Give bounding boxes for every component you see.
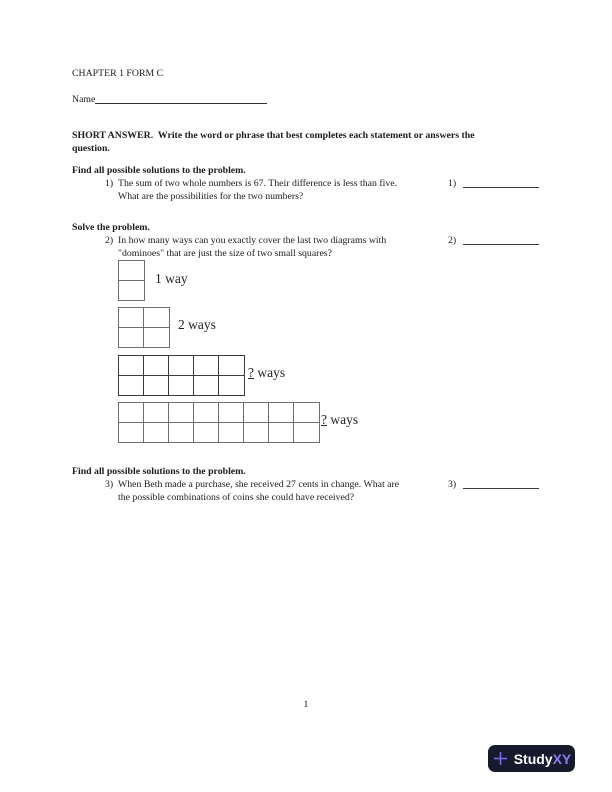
diagram3-label: ? ways	[248, 365, 286, 380]
answer2-blank-line	[463, 236, 539, 245]
diagram4-label: ? ways	[321, 412, 359, 427]
answer3	[448, 478, 539, 491]
answer2-label: 2)	[448, 235, 457, 246]
answer1	[448, 177, 539, 190]
answer1-label: 1)	[448, 178, 457, 189]
grid-cell	[119, 308, 144, 328]
grid-cell	[244, 423, 269, 443]
grid-cell	[269, 403, 294, 423]
diagram1-label: 1 way	[155, 271, 188, 286]
grid-cell	[169, 423, 194, 443]
grid-cell	[119, 403, 144, 423]
question3-line1: When Beth made a purchase, she received 27 cents in change. What are	[118, 479, 400, 490]
brand-name-xy: XY	[552, 750, 572, 767]
question2-line1: In how many ways can you exactly cover the last two diagrams with	[118, 235, 387, 246]
grid-cell	[269, 423, 294, 443]
grid-cell	[144, 308, 169, 328]
section3-directions: Find all possible solutions to the problem.	[72, 466, 246, 477]
grid-cell	[119, 356, 144, 376]
name-label: Name	[72, 94, 96, 105]
question2-line2: "dominoes" that are just the size of two small squares?	[118, 248, 332, 260]
instructions-line2: question.	[72, 143, 110, 155]
grid-cell	[169, 376, 194, 396]
question2-number: 2)	[105, 235, 114, 246]
answer3-label: 3)	[448, 479, 457, 490]
question1-line1: The sum of two whole numbers is 67. Their difference is less than five.	[118, 178, 398, 189]
grid-cell	[194, 423, 219, 443]
grid-cell	[119, 328, 144, 348]
grid-cell	[144, 423, 169, 443]
grid-cell	[144, 403, 169, 423]
grid-cell	[244, 403, 269, 423]
name-blank-line	[95, 95, 267, 104]
grid-cell	[144, 356, 169, 376]
grid-cell	[119, 423, 144, 443]
grid-cell	[219, 376, 244, 396]
grid-cell	[194, 376, 219, 396]
answer1-blank-line	[463, 179, 539, 188]
diagram2-label: 2 ways	[178, 317, 216, 332]
instructions-line1: SHORT ANSWER. Write the word or phrase that best completes each statement or answers the	[72, 130, 475, 141]
section2-directions: Solve the problem.	[72, 222, 150, 233]
grid-cell	[194, 356, 219, 376]
grid-cell	[219, 403, 244, 423]
question1-text	[118, 177, 397, 203]
domino-grid-2x2	[118, 307, 170, 348]
chapter-title: CHAPTER 1 FORM C	[72, 68, 164, 79]
short-answer-instructions	[72, 129, 475, 155]
question2-text	[118, 234, 386, 260]
brand-name-study: Study	[513, 750, 553, 767]
question3-line2: the possible combinations of coins she could have received?	[118, 492, 355, 504]
page-number: 1	[303, 699, 309, 710]
grid-cell	[294, 423, 319, 443]
grid-cell	[219, 356, 244, 376]
grid-cell	[169, 403, 194, 423]
domino-grid-1x2	[118, 260, 145, 301]
grid-cell	[144, 328, 169, 348]
question1-number: 1)	[105, 178, 114, 189]
grid-cell	[119, 281, 144, 301]
grid-cell	[169, 356, 194, 376]
section1-directions: Find all possible solutions to the problem.	[72, 165, 246, 176]
grid-cell	[119, 376, 144, 396]
question3-text	[118, 478, 399, 504]
domino-grid-5x2	[118, 355, 245, 396]
grid-cell	[219, 423, 244, 443]
plus-icon	[492, 750, 509, 767]
grid-cell	[194, 403, 219, 423]
grid-cell	[144, 376, 169, 396]
answer3-blank-line	[463, 480, 539, 489]
answer2	[448, 234, 539, 247]
domino-grid-8x2	[118, 402, 320, 443]
name-row	[72, 93, 267, 106]
grid-cell	[294, 403, 319, 423]
studyxy-logo-badge	[488, 745, 575, 772]
question3-number: 3)	[105, 479, 114, 490]
grid-cell	[119, 261, 144, 281]
question1-line2: What are the possibilities for the two numbers?	[118, 191, 304, 203]
